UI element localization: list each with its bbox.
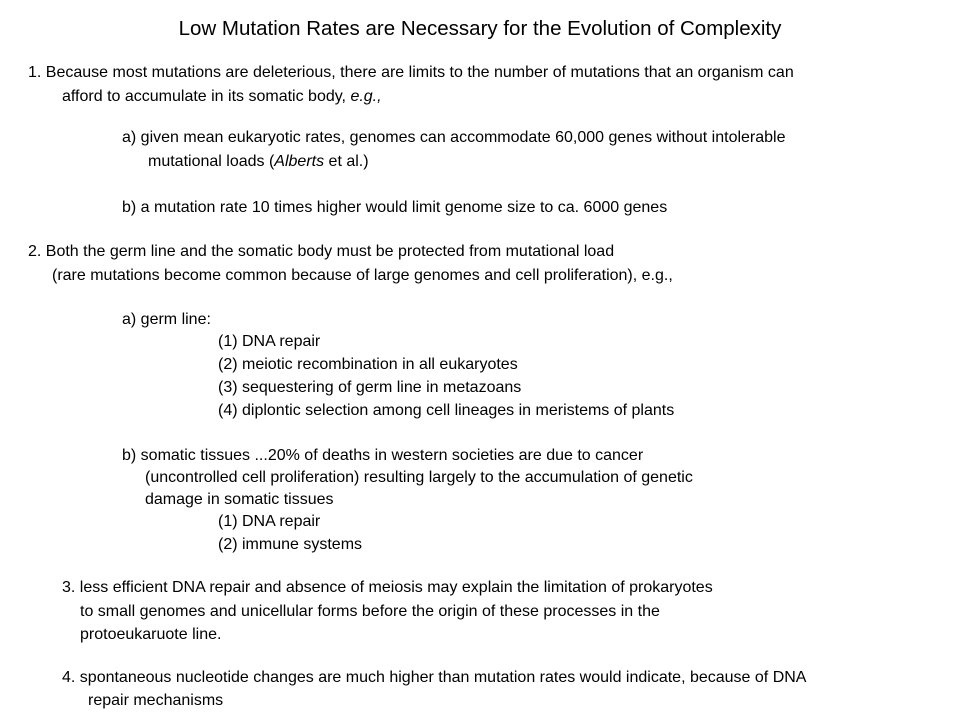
point2-b-item-1: (1) DNA repair bbox=[218, 513, 321, 530]
point1-a-line2-author: Alberts bbox=[274, 153, 325, 170]
point1-line2-text: afford to accumulate in its somatic body, bbox=[62, 88, 351, 105]
point1-line2 bbox=[62, 87, 382, 107]
point2-line1: 2. Both the germ line and the somatic body must be protected from mutational load bbox=[28, 243, 615, 260]
point2-line2: (rare mutations become common because of large genomes and cell proliferation), e.g., bbox=[52, 267, 673, 284]
point1-a-line1: a) given mean eukaryotic rates, genomes can accommodate 60,000 genes without intolerable bbox=[122, 129, 786, 146]
point3-line1: 3. less efficient DNA repair and absence of meiosis may explain the limitation of prokaryotes bbox=[62, 579, 713, 596]
point2-a-label: a) germ line: bbox=[122, 311, 211, 328]
point1-a-line2-post: et al.) bbox=[324, 153, 369, 170]
point2-a-item-2: (2) meiotic recombination in all eukaryotes bbox=[218, 356, 518, 373]
point1-line2-emphasis: e.g., bbox=[350, 88, 382, 105]
point1-a-line2-pre: mutational loads ( bbox=[148, 153, 275, 170]
point2-b-line1: b) somatic tissues ...20% of deaths in western societies are due to cancer bbox=[122, 447, 644, 464]
point4-line2: repair mechanisms bbox=[88, 692, 224, 709]
point2-a-item-3: (3) sequestering of germ line in metazoans bbox=[218, 379, 522, 396]
point1-line1: 1. Because most mutations are deleterious, there are limits to the number of mutations that an organism can bbox=[28, 64, 794, 81]
slide-title: Low Mutation Rates are Necessary for the Evolution of Complexity bbox=[178, 17, 782, 40]
point1-b-line1: b) a mutation rate 10 times higher would limit genome size to ca. 6000 genes bbox=[122, 199, 668, 216]
point2-a-item-4: (4) diplontic selection among cell lineages in meristems of plants bbox=[218, 402, 675, 419]
point2-b-item-2: (2) immune systems bbox=[218, 536, 363, 553]
point2-a-item-1: (1) DNA repair bbox=[218, 333, 321, 350]
point1-a-line2 bbox=[148, 152, 369, 172]
point2-b-line3: damage in somatic tissues bbox=[145, 491, 334, 508]
point3-line2: to small genomes and unicellular forms before the origin of these processes in the bbox=[80, 603, 660, 620]
point3-line3: protoeukaruote line. bbox=[80, 626, 222, 643]
point4-line1: 4. spontaneous nucleotide changes are much higher than mutation rates would indicate, because of DNA bbox=[62, 669, 807, 686]
point2-b-line2: (uncontrolled cell proliferation) resulting largely to the accumulation of genetic bbox=[145, 469, 693, 486]
